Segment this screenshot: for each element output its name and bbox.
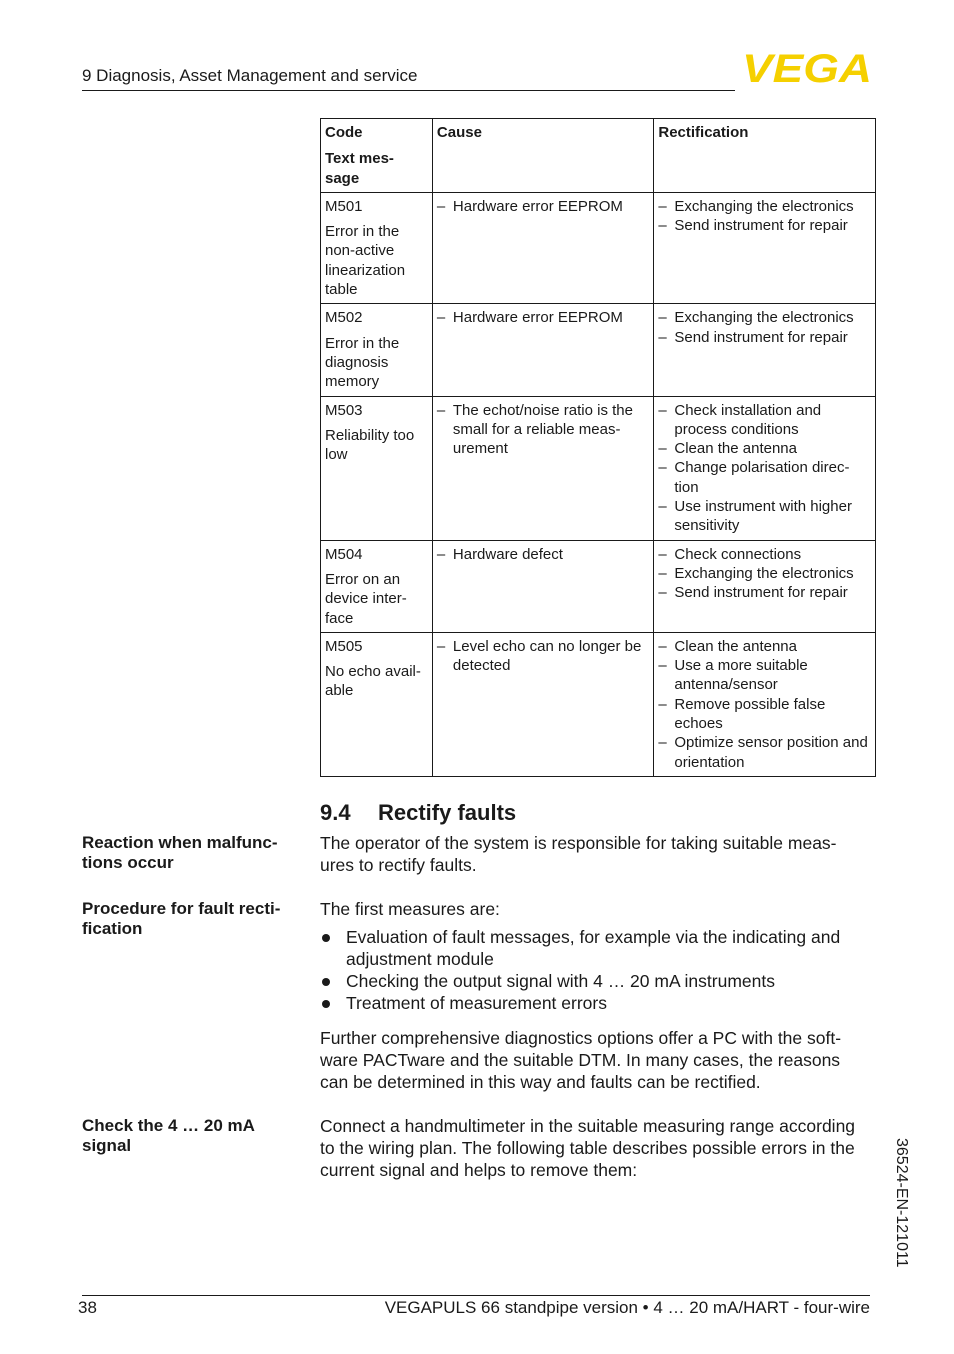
rectification-list — [658, 401, 871, 536]
list-item: – Exchanging the electronics — [658, 197, 871, 216]
table-row — [321, 632, 876, 776]
fault-message: Error on an device inter-face — [325, 570, 407, 627]
list-item: – Send instrument for repair — [658, 328, 871, 347]
cause-list — [437, 545, 649, 564]
bullet-dot — [322, 978, 330, 986]
cause-cell — [432, 396, 653, 540]
fault-code: M502 — [325, 309, 363, 327]
list-item: – Check installation and process conditions — [658, 401, 871, 440]
check-signal-text: Connect a handmultimeter in the suitable measuring range according to the wiring plan. The following table describes possible errors in the current signal and helps to remove them: — [320, 1116, 856, 1180]
fault-message: Error in the non-active linearization table — [325, 223, 406, 299]
fault-table-body — [321, 192, 876, 776]
header-code: Code — [325, 124, 363, 141]
procedure-label: Procedure for fault recti- fication — [82, 899, 281, 938]
fault-code: M503 — [325, 401, 363, 419]
bullet-dot — [322, 1000, 330, 1008]
check-signal-label: Check the 4 … 20 mA signal — [82, 1116, 255, 1155]
cause-list — [437, 637, 649, 676]
code-cell — [321, 632, 433, 776]
list-item: – Check connections — [658, 545, 871, 564]
section-number: 9.4 — [320, 800, 351, 825]
fault-code: M505 — [325, 637, 363, 655]
rectification-cell — [654, 632, 876, 776]
footer-rule — [82, 1295, 870, 1296]
list-item: – Optimize sensor position and orientation — [658, 733, 871, 772]
header-rectification: Rectification — [654, 119, 876, 193]
section-title: Rectify faults — [378, 800, 517, 825]
code-cell — [321, 304, 433, 396]
fault-message: No echo avail-able — [325, 663, 421, 700]
rectification-list — [658, 197, 871, 236]
table-header-row — [321, 119, 876, 193]
list-item: Treatment of measurement errors — [320, 992, 876, 1014]
list-item: – Remove possible false echoes — [658, 695, 871, 734]
list-item: – Use instrument with higher sensitivity — [658, 497, 871, 536]
document-id — [892, 1138, 912, 1288]
table-row — [321, 540, 876, 632]
fault-table — [320, 118, 876, 777]
table-row — [321, 192, 876, 303]
list-item: – Clean the antenna — [658, 637, 871, 656]
cause-list — [437, 401, 649, 459]
cause-cell — [432, 632, 653, 776]
table-row — [321, 396, 876, 540]
page-number: 38 — [78, 1298, 97, 1317]
list-item: – Hardware defect — [437, 545, 649, 564]
code-cell — [321, 396, 433, 540]
rectification-cell — [654, 396, 876, 540]
table-row — [321, 304, 876, 396]
bullet-dot — [322, 934, 330, 942]
list-item: Evaluation of fault messages, for example via the indicating and adjustment module — [320, 926, 876, 970]
list-item: – Send instrument for repair — [658, 583, 871, 602]
cause-cell — [432, 192, 653, 303]
header-code-cell — [321, 119, 433, 193]
list-item: – Exchanging the electronics — [658, 308, 871, 327]
header-cause: Cause — [432, 119, 653, 193]
list-item: – Use a more suitable antenna/sensor — [658, 656, 871, 695]
fault-message: Reliability too low — [325, 426, 415, 464]
cause-cell — [432, 304, 653, 396]
rectification-cell — [654, 304, 876, 396]
cause-cell — [432, 540, 653, 632]
document-id-text: 36524-EN-121011 — [893, 1138, 910, 1268]
rectification-list — [658, 308, 871, 347]
fault-code: M504 — [325, 545, 363, 563]
procedure-bullets — [320, 926, 876, 1014]
reaction-text: The operator of the system is responsible for taking suitable meas- ures to rectify faults. — [320, 833, 837, 875]
rectification-cell — [654, 540, 876, 632]
cause-list — [437, 308, 649, 327]
reaction-label: Reaction when malfunc- tions occur — [82, 833, 278, 872]
rectification-list — [658, 637, 871, 772]
list-item: Checking the output signal with 4 … 20 mA instruments — [320, 970, 876, 992]
procedure-intro: The first measures are: — [320, 899, 500, 919]
code-cell — [321, 540, 433, 632]
vega-logo — [742, 50, 872, 84]
list-item: – Hardware error EEPROM — [437, 308, 649, 327]
logo-text: VEGA — [742, 50, 872, 84]
header-rule — [82, 90, 735, 91]
header-text-message: Text mes- sage — [325, 150, 394, 187]
list-item: – Level echo can no longer be detected — [437, 637, 649, 676]
cause-list — [437, 197, 649, 216]
footer-title: VEGAPULS 66 standpipe version • 4 … 20 mA/HART - four-wire — [384, 1298, 870, 1317]
fault-code: M501 — [325, 197, 363, 215]
list-item: – Clean the antenna — [658, 439, 871, 458]
list-item: – Send instrument for repair — [658, 216, 871, 235]
list-item: – Change polarisation direc-tion — [658, 458, 871, 497]
rectification-list — [658, 545, 871, 603]
rectification-cell — [654, 192, 876, 303]
procedure-text: Further comprehensive diagnostics options offer a PC with the soft- ware PACTware and the suitable DTM. In many cases, the reasons can be determined in this way and faults can be rectified. — [320, 1028, 842, 1092]
procedure-block — [320, 898, 876, 1014]
list-item: – Exchanging the electronics — [658, 564, 871, 583]
header-title: 9 Diagnosis, Asset Management and service — [82, 66, 418, 85]
list-item: – Hardware error EEPROM — [437, 197, 649, 216]
section-heading — [320, 800, 516, 826]
list-item: – The echot/noise ratio is the small for a reliable meas-urement — [437, 401, 649, 459]
fault-message: Error in the diagnosis memory — [325, 334, 400, 391]
code-cell — [321, 192, 433, 303]
